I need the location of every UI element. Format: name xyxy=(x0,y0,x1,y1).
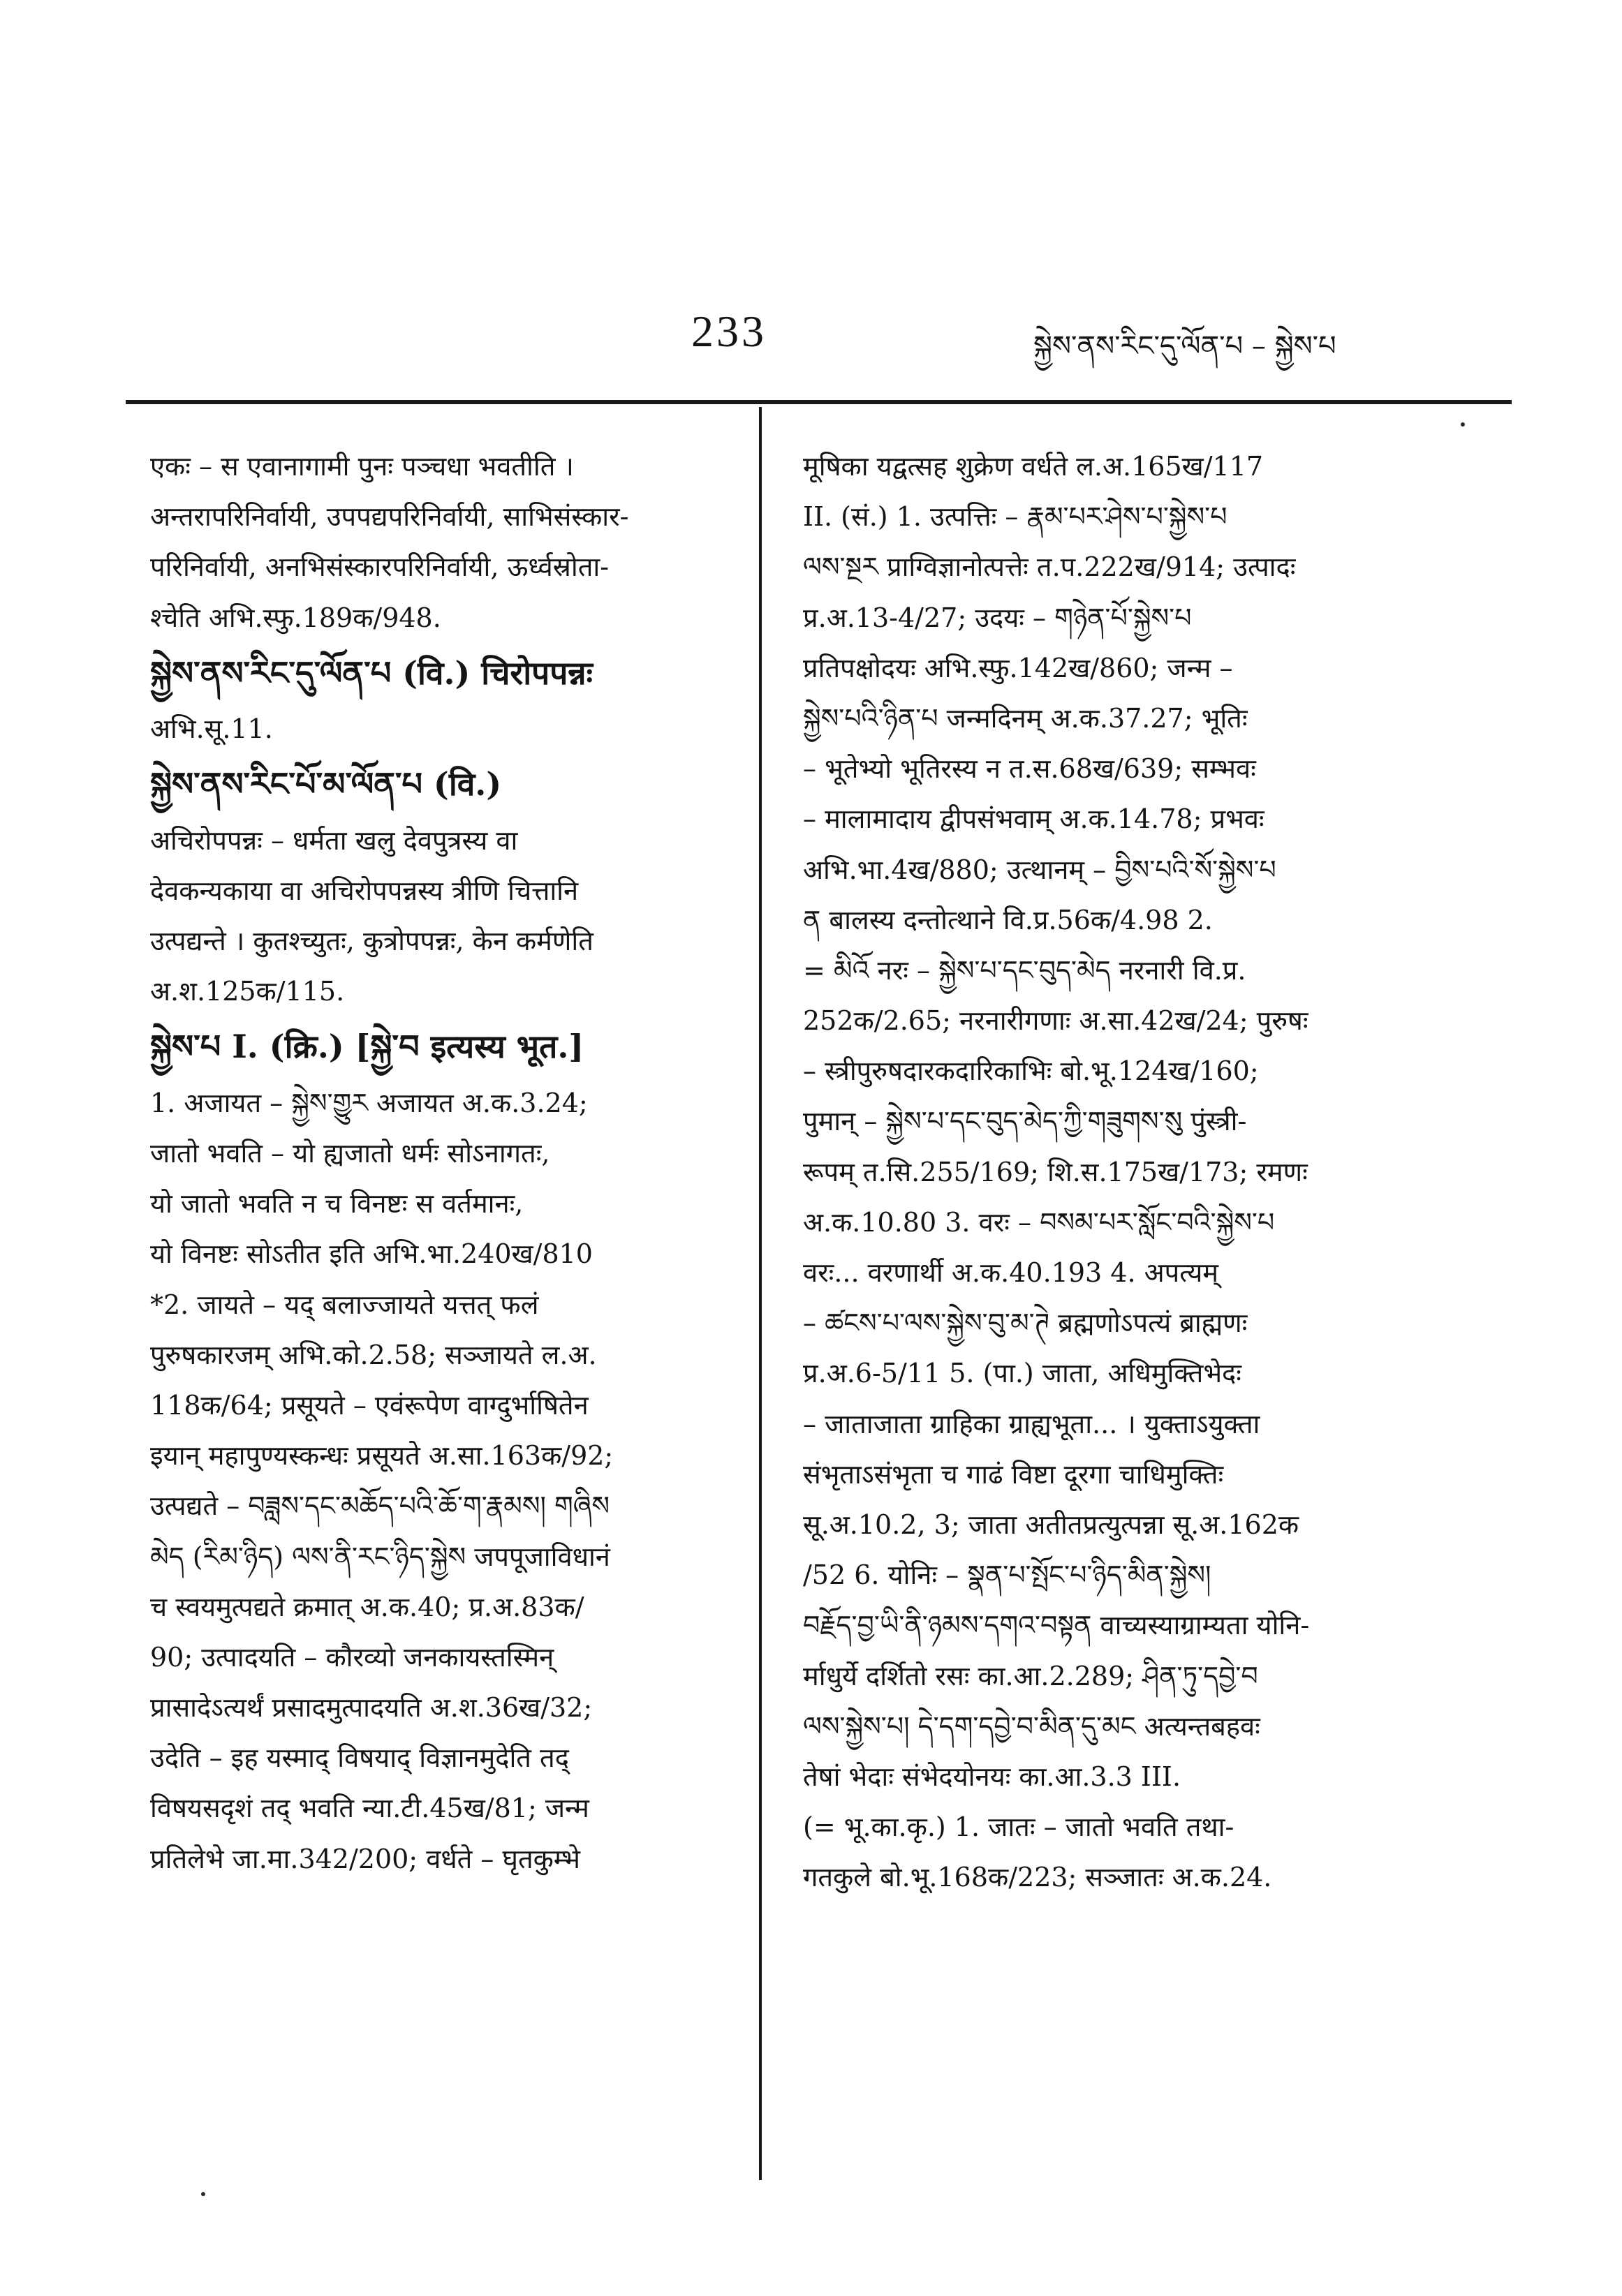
decorative-dot xyxy=(1461,422,1465,427)
left-column-line: इयान् महापुण्यस्कन्धः प्रसूयते अ.सा.163क/92; xyxy=(150,1440,614,1472)
left-column-line: སྐྱེས་ནས་རིང་པོ་མ་ལོན་པ (वि.) xyxy=(150,765,502,803)
right-column-line: 252क/2.65; नरनारीगणाः अ.सा.42ख/24; पुरुषः xyxy=(803,1005,1308,1037)
left-column-line: उदेति – इह यस्माद् विषयाद् विज्ञानमुदेति तद् xyxy=(150,1742,569,1774)
right-column-line: पुमान् – སྐྱེས་པ་དང་བུད་མེད་ཀྱི་གཟུགས་སུ पुंस्त्री- xyxy=(803,1106,1247,1137)
left-column-line: अन्तरापरिनिर्वायी, उपपद्यपरिनिर्वायी, साभिसंस्कार- xyxy=(150,501,629,533)
right-column-line: ལས་སྔར प्राग्विज्ञानोत्पत्तेः त.प.222ख/914; उत्पादः xyxy=(803,551,1296,583)
left-column-line: यो जातो भवति न च विनष्टः स वर्तमानः, xyxy=(150,1188,524,1220)
header-rule xyxy=(126,400,1512,404)
left-column-line: སྐྱེས་ནས་རིང་དུ་ལོན་པ (वि.) चिरोपपन्नः xyxy=(150,653,593,692)
column-divider xyxy=(759,407,762,2180)
left-column-line: एकः – स एवानागामी पुनः पञ्चधा भवतीति । xyxy=(150,451,574,482)
left-column-line: སྐྱེས་པ I. (क्रि.) [སྐྱེ་བ इत्यस्य भूत.] xyxy=(150,1028,584,1066)
left-column-line: अ.श.125क/115. xyxy=(150,976,345,1007)
left-column-line: उत्पद्यन्ते । कुतश्च्युतः, कुत्रोपपन्नः, केन कर्मणेति xyxy=(150,926,593,957)
right-column-line: – स्त्रीपुरुषदारकदारिकाभिः बो.भू.124ख/160; xyxy=(803,1056,1259,1087)
left-column-line: जातो भवति – यो ह्यजातो धर्मः सोऽनागतः, xyxy=(150,1138,550,1169)
page-number: 233 xyxy=(691,306,767,356)
right-column-line: वरः... वरणार्थी अ.क.40.193 4. अपत्यम् xyxy=(803,1257,1219,1288)
running-head: སྐྱེས་ནས་རིང་དུ་ལོན་པ – སྐྱེས་པ xyxy=(1033,330,1336,362)
left-column-line: उत्पद्यते – བཟླས་དང་མཆོད་པའི་ཆོ་ག་རྣམས། གཞིས xyxy=(150,1490,610,1522)
right-column-line: /52 6. योनिः – སྣན་པ་སྤོང་པ་ཉིད་མིན་སྐྱེས། xyxy=(803,1560,1211,1591)
left-column-line: 1. अजायत – སྐྱེས་གྱུར अजायत अ.क.3.24; xyxy=(150,1087,588,1118)
left-column-line: श्चेति अभि.स्फु.189क/948. xyxy=(150,602,441,633)
right-column-line: मूषिका यद्वत्सह शुक्रेण वर्धते ल.अ.165ख/117 xyxy=(803,451,1264,482)
right-column-line: – मालामादाय द्वीपसंभवाम् अ.क.14.78; प्रभवः xyxy=(803,803,1265,835)
left-column xyxy=(150,441,737,1884)
left-column-line: च स्वयमुत्पद्यते क्रमात् अ.क.40; प्र.अ.83क/ xyxy=(150,1591,584,1622)
left-column-line: देवकन्यकाया वा अचिरोपपन्नस्य त्रीणि चित्तानि xyxy=(150,875,579,906)
right-column-line: सू.अ.10.2, 3; जाता अतीतप्रत्युत्पन्ना सू.अ.162क xyxy=(803,1509,1299,1540)
right-column-line: प्रतिपक्षोदयः अभि.स्फु.142ख/860; जन्म – xyxy=(803,652,1233,683)
right-column-line: – ཚངས་པ་ལས་སྐྱེས་བུ་མ་ཊེ ब्रह्मणोऽपत्यं ब्राह्मणः xyxy=(803,1308,1248,1339)
left-column-line: विषयसदृशं तद् भवति न्या.टी.45ख/81; जन्म xyxy=(150,1793,589,1824)
right-column-line: गतकुले बो.भू.168क/223; सञ्जातः अ.क.24. xyxy=(803,1862,1272,1893)
left-column-line: पुरुषकारजम् अभि.को.2.58; सञ्जायते ल.अ. xyxy=(150,1339,597,1370)
left-column-line: परिनिर्वायी, अनभिसंस्कारपरिनिर्वायी, ऊर्ध्वस्रोता- xyxy=(150,551,610,583)
right-column-line: प्र.अ.13-4/27; उदयः – གཉེན་པོ་སྐྱེས་པ xyxy=(803,602,1192,633)
right-column-line: प्र.अ.6-5/11 5. (पा.) जाता, अधिमुक्तिभेदः xyxy=(803,1358,1241,1389)
right-column-line: र्माधुर्ये दर्शितो रसः का.आ.2.289; ཤིན་ཏུ་དབྱེ་བ xyxy=(803,1660,1258,1691)
right-column-line: ན बालस्य दन्तोत्थाने वि.प्र.56क/4.98 2. xyxy=(803,904,1213,935)
right-column-line: अ.क.10.80 3. वरः – བསམ་པར་སློང་བའི་སྐྱེས་པ xyxy=(803,1206,1275,1238)
right-column-line: ལས་སྐྱེས་པ། དེ་དག་དབྱེ་བ་མིན་དུ་མང अत्यन्तबहवः xyxy=(803,1710,1260,1742)
right-column-line: अभि.भा.4ख/880; उत्थानम् – བྱིས་པའི་སོ་སྐྱེས་པ xyxy=(803,854,1276,885)
right-column-line: II. (सं.) 1. उत्पत्तिः – རྣམ་པར་ཤེས་པ་སྐྱེས་པ xyxy=(803,501,1227,533)
left-column-line: མེད (རིམ་ཉིད) ལས་ནི་རང་ཉིད་སྐྱེས जपपूजाविधानं xyxy=(150,1541,610,1572)
left-column-line: *2. जायते – यद् बलाज्जायते यत्तत् फलं xyxy=(150,1289,539,1320)
right-column-line: – जाताजाता ग्राहिका ग्राह्यभूता... । युक्ताऽयुक्ता xyxy=(803,1408,1260,1439)
left-column-line: 118क/64; प्रसूयते – एवंरूपेण वाग्दुर्भाषितेन xyxy=(150,1389,589,1421)
right-column-line: संभृताऽसंभृता च गाढं विष्टा दूरगा चाधिमुक्तिः xyxy=(803,1458,1224,1490)
left-column-line: प्रतिलेभे जा.मा.342/200; वर्धते – घृतकुम्भे xyxy=(150,1843,580,1874)
right-column xyxy=(803,441,1494,1902)
right-column-line: སྐྱེས་པའི་ཉིན་པ जन्मदिनम् अ.क.37.27; भूतिः xyxy=(803,702,1248,734)
right-column-line: – भूतेभ्यो भूतिरस्य न त.स.68ख/639; सम्भवः xyxy=(803,753,1256,785)
right-column-line: तेषां भेदाः संभेदयोनयः का.आ.3.3 III. xyxy=(803,1761,1181,1792)
left-column-line: प्रासादेऽत्यर्थं प्रसादमुत्पादयति अ.श.36ख/32; xyxy=(150,1692,593,1724)
right-column-line: = མིའོ नरः – སྐྱེས་པ་དང་བུད་མེད नरनारी वि.प्र. xyxy=(803,954,1246,986)
right-column-line: བརྗོད་བྱ་ཡི་ནི་ཉམས་དགའ་བསྟན वाच्यस्याग्राम्यता योनि- xyxy=(803,1610,1310,1641)
left-column-line: यो विनष्टः सोऽतीत इति अभि.भा.240ख/810 xyxy=(150,1238,593,1270)
right-column-line: (= भू.का.कृ.) 1. जातः – जातो भवति तथा- xyxy=(803,1812,1234,1843)
right-column-line: रूपम् त.सि.255/169; शि.स.175ख/173; रमणः xyxy=(803,1156,1308,1187)
left-column-line: 90; उत्पादयति – कौरव्यो जनकायस्तस्मिन् xyxy=(150,1641,554,1673)
left-column-line: अचिरोपपन्नः – धर्मता खलु देवपुत्रस्य वा xyxy=(150,824,518,856)
left-column-line: अभि.सू.11. xyxy=(150,713,273,745)
decorative-dot xyxy=(201,2192,205,2196)
